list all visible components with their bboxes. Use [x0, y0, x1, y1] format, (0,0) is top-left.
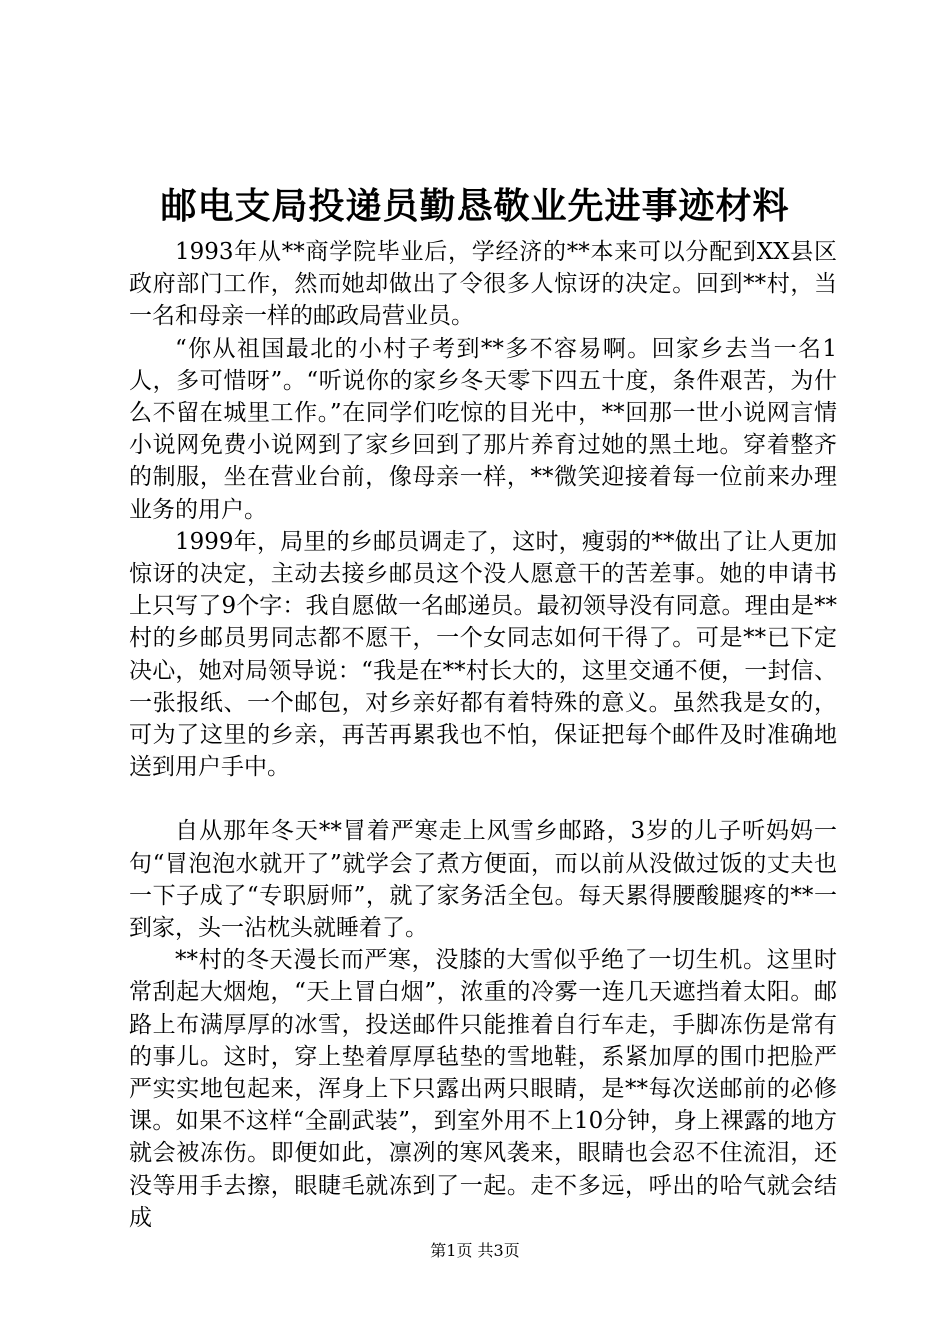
document-title: 邮电支局投递员勤恳敬业先进事迹材料	[160, 186, 790, 227]
document-body	[129, 236, 837, 1234]
paragraph-3: 1999年，局里的乡邮员调走了，这时，瘦弱的**做出了让人更加惊讶的决定，主动去接乡邮员这个没人愿意干的苦差事。她的申请书上只写了9个字：我自愿做一名邮递员。最初领导没有同意。理由是**村的乡邮员男同志都不愿干，一个女同志如何干得了。可是**已下定决心，她对局领导说：“我是在**村长大的，这里交通不便，一封信、一张报纸、一个邮包，对乡亲好都有着特殊的意义。虽然我是女的，可为了这里的乡亲，再苦再累我也不怕，保证把每个邮件及时准确地送到用户手中。	[129, 528, 837, 781]
paragraph-2: “你从祖国最北的小村子考到**多不容易啊。回家乡去当一名1人，多可惜呀”。“听说你的家乡冬天零下四五十度，条件艰苦，为什么不留在城里工作。”在同学们吃惊的目光中，**回那一世小说网言情小说网免费小说网到了家乡回到了那片养育过她的黑土地。穿着整齐的制服，坐在营业台前，像母亲一样，**微笑迎接着每一位前来办理业务的用户。	[129, 335, 837, 523]
page-number-footer: 第1页 共3页	[430, 1241, 520, 1260]
paragraph-5: **村的冬天漫长而严寒，没膝的大雪似乎绝了一切生机。这里时常刮起大烟炮，“天上冒白烟”，浓重的冷雾一连几天遮挡着太阳。邮路上布满厚厚的冰雪，投送邮件只能推着自行车走，手脚冻伤是常有的事儿。这时，穿上垫着厚厚毡垫的雪地鞋，系紧加厚的围巾把脸严严实实地包起来，浑身上下只露出两只眼睛，是**每次送邮前的必修课。如果不这样“全副武装”，到室外用不上10分钟，身上裸露的地方就会被冻伤。即便如此，凛冽的寒风袭来，眼睛也会忍不住流泪，还没等用手去擦，眼睫毛就冻到了一起。走不多远，呼出的哈气就会结成	[129, 947, 837, 1231]
paragraph-4: 自从那年冬天**冒着严寒走上风雪乡邮路，3岁的儿子听妈妈一句“冒泡泡水就开了”就学会了煮方便面，而以前从没做过饭的丈夫也一下子成了“专职厨师”，就了家务活全包。每天累得腰酸腿疼的**一到家，头一沾枕头就睡着了。	[129, 818, 837, 942]
paragraph-1: 1993年从**商学院毕业后，学经济的**本来可以分配到XX县区政府部门工作，然而她却做出了令很多人惊讶的决定。回到**村，当一名和母亲一样的邮政局营业员。	[129, 239, 837, 330]
